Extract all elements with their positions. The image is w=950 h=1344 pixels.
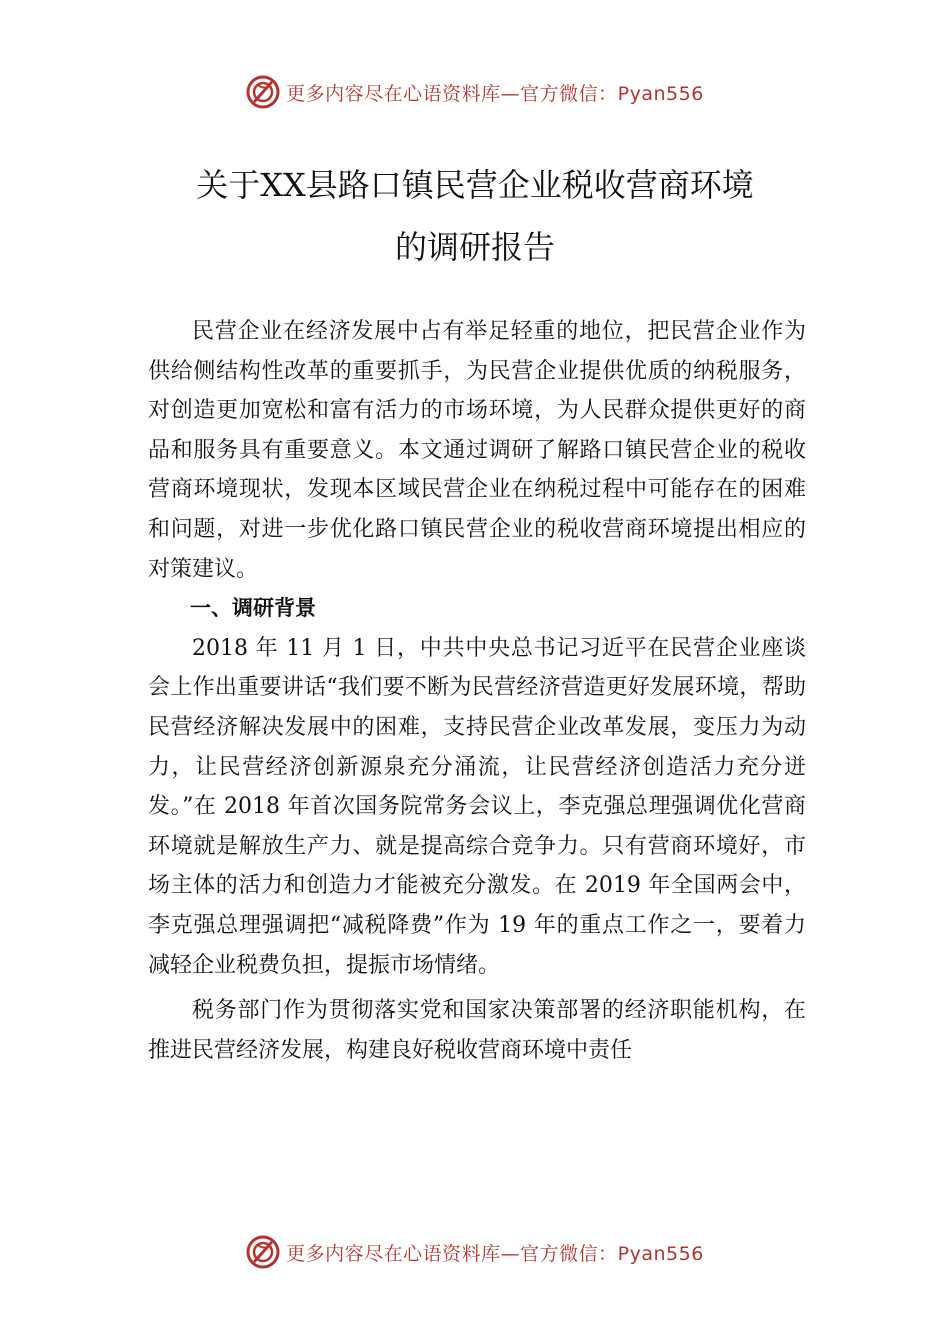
header-watermark-banner [0,72,950,112]
watermark-text: 更多内容尽在心语资料库—官方微信：Pyan556 [286,1242,704,1265]
background-paragraph: 2018 年 11 月 1 日，中共中央总书记习近平在民营企业座谈会上作出重要讲话“我们要不断为民营经济营造更好发展环境，帮助民营经济解决发展中的困难，支持民营企业改革发展，变压力为动力，让民营经济创新源泉充分涌流，让民营经济创造活力充分迸发。”在 2018 年首次国务院常务会议上，李克强总理强调优化营商环境就是解放生产力、就是提高综合竞争力。只有营商环境好，市场主体的活力和创造力才能被充分激发。在 2019 年全国两会中，李克强总理强调把“减税降费”作为 19 年的重点工作之一，要着力减轻企业税费负担，提振市场情绪。 [148,635,806,978]
document-body [148,312,806,1070]
document-title-line-1: 关于XX县路口镇民营企业税收营商环境 [196,166,754,204]
watermark-text: 更多内容尽在心语资料库—官方微信：Pyan556 [286,82,704,105]
brand-logo-icon [246,75,280,109]
document-title-line-2: 的调研报告 [394,228,555,266]
footer-watermark-banner [0,1232,950,1272]
intro-paragraph: 民营企业在经济发展中占有举足轻重的地位，把民营企业作为供给侧结构性改革的重要抓手，为民营企业提供优质的纳税服务，对创造更加宽松和富有活力的市场环境，为人民群众提供更好的商品和服务具有重要意义。本文通过调研了解路口镇民营企业的税收营商环境现状，发现本区域民营企业在纳税过程中可能存在的困难和问题，对进一步优化路口镇民营企业的税收营商环境提出相应的对策建议。 [148,319,806,582]
section-heading: 一、调研背景 [190,596,316,621]
brand-logo-icon [246,1235,280,1269]
tax-department-paragraph: 税务部门作为贯彻落实党和国家决策部署的经济职能机构，在推进民营经济发展，构建良好税收营商环境中责任 [148,998,806,1063]
